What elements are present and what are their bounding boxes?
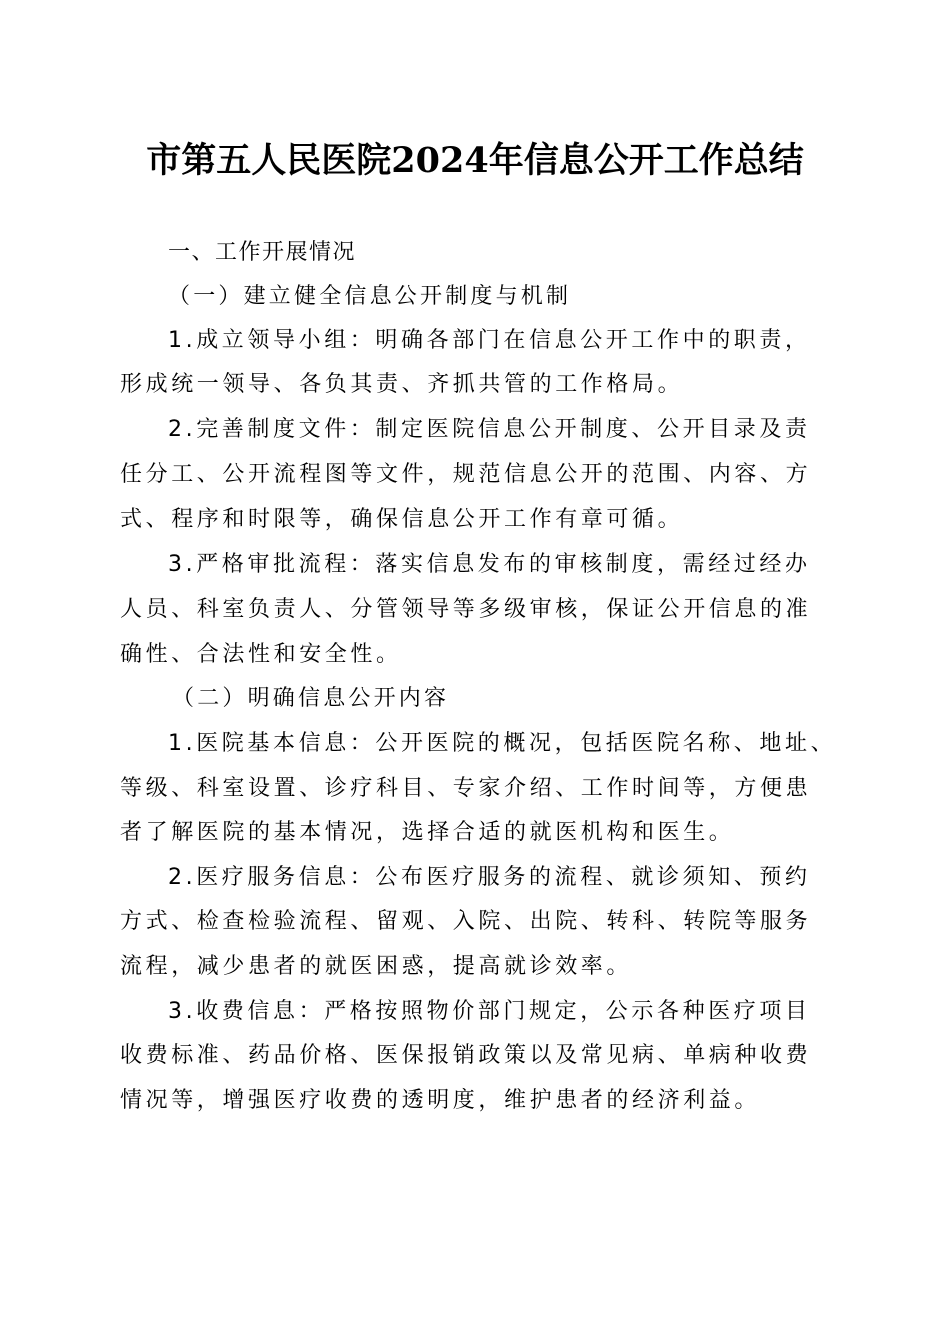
paragraph-line: 方式、检查检验流程、留观、入院、出院、转科、转院等服务 <box>120 909 812 934</box>
paragraph-line: 形成统一领导、各负其责、齐抓共管的工作格局。 <box>120 372 684 397</box>
paragraph-line: 1.成立领导小组：明确各部门在信息公开工作中的职责， <box>168 328 811 353</box>
section-heading: 一、工作开展情况 <box>168 240 357 265</box>
paragraph-line: 确性、合法性和安全性。 <box>120 642 402 667</box>
paragraph-line: 流程，减少患者的就医困惑，提高就诊效率。 <box>120 954 633 979</box>
paragraph-line: 1.医院基本信息：公开医院的概况，包括医院名称、地址、 <box>168 731 837 756</box>
paragraph-line: 者了解医院的基本情况，选择合适的就医机构和医生。 <box>120 820 735 845</box>
document-title: 市第五人民医院2024年信息公开工作总结 <box>146 140 804 181</box>
subsection-heading: （二）明确信息公开内容 <box>172 686 450 711</box>
paragraph-line: 式、程序和时限等，确保信息公开工作有章可循。 <box>120 507 684 532</box>
paragraph-line: 等级、科室设置、诊疗科目、专家介绍、工作时间等，方便患 <box>120 776 812 801</box>
subsection-heading: （一）建立健全信息公开制度与机制 <box>168 284 572 309</box>
paragraph-line: 任分工、公开流程图等文件，规范信息公开的范围、内容、方 <box>120 462 812 487</box>
paragraph-line: 人员、科室负责人、分管领导等多级审核，保证公开信息的准 <box>120 597 812 622</box>
paragraph-line: 2.完善制度文件：制定医院信息公开制度、公开目录及责 <box>168 417 811 442</box>
paragraph-line: 情况等，增强医疗收费的透明度，维护患者的经济利益。 <box>120 1088 761 1113</box>
paragraph-line: 2.医疗服务信息：公布医疗服务的流程、就诊须知、预约 <box>168 865 811 890</box>
paragraph-line: 3.收费信息：严格按照物价部门规定，公示各种医疗项目 <box>168 999 811 1024</box>
paragraph-line: 收费标准、药品价格、医保报销政策以及常见病、单病种收费 <box>120 1043 812 1068</box>
paragraph-line: 3.严格审批流程：落实信息发布的审核制度，需经过经办 <box>168 552 811 577</box>
